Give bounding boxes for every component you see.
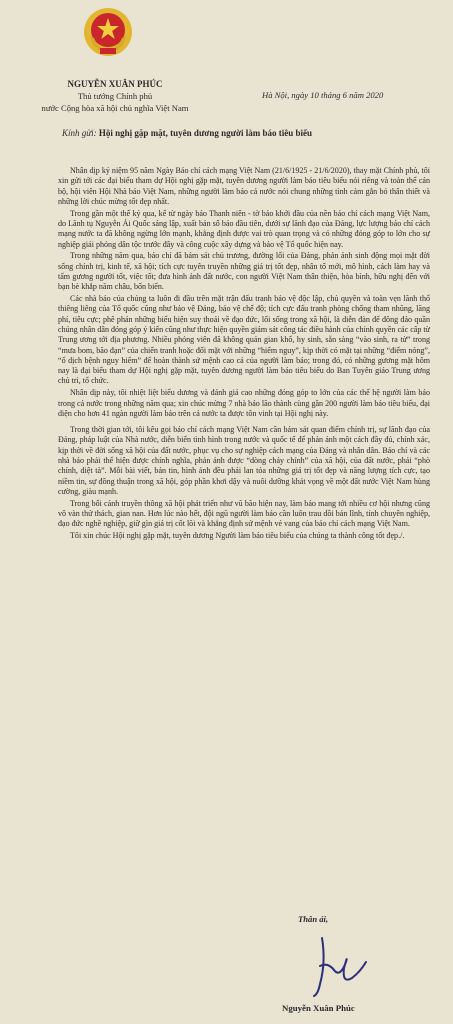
national-emblem-icon	[82, 6, 134, 58]
salutation-label: Kính gửi:	[62, 128, 97, 138]
sender-name: NGUYỄN XUÂN PHÚC	[67, 79, 163, 89]
sender-country: nước Cộng hòa xã hội chủ nghĩa Việt Nam	[41, 103, 189, 113]
body-paragraph: Nhân dịp kỷ niệm 95 năm Ngày Báo chí cách mạng Việt Nam (21/6/1925 - 21/6/2020), thay mặt Chính phủ, tôi xin gửi tới các đại biểu tham dự Hội nghị gặp mặt, tuyên dương người làm báo tiêu biểu nói riêng và toàn thể cán bộ, hội viên Hội Nhà báo Việt Nam, những người làm báo cả nước nói chung những tình cảm gắn bó thân thiết và những lời chúc mừng tốt đẹp nhất.	[58, 166, 430, 206]
letter-body	[58, 166, 430, 543]
body-paragraph: Trong bối cảnh truyền thông xã hội phát triển như vũ bão hiện nay, làm báo mang tới nhiều cơ hội nhưng cũng vô vàn thử thách, gian nan. Hơn lúc nào hết, đội ngũ người làm báo cần luôn trau dồi bản lĩnh, tính chuyên nghiệp, đạo đức nghề nghiệp, giữ gìn giá trị cốt lõi và khẳng định sứ mệnh vẻ vang của báo chí cách mạng Việt Nam.	[58, 498, 430, 529]
body-paragraph: Trong những năm qua, báo chí đã bám sát chủ trương, đường lối của Đảng, phản ánh sinh động mọi mặt đời sống chính trị, kinh tế, xã hội; tích cực tuyên truyền những giá trị tốt đẹp, nhân tố mới, mô hình, cách làm hay và tấm gương người tốt, việc tốt; đưa hình ảnh đất nước, con người Việt Nam thân thiện, hòa bình, hữu nghị đến với bạn bè khắp năm châu, bốn biển.	[58, 251, 430, 292]
signer-name: Nguyễn Xuân Phúc	[282, 1003, 355, 1013]
date-line: Hà Nội, ngày 10 tháng 6 năm 2020	[262, 90, 384, 100]
body-paragraph: Tôi xin chúc Hội nghị gặp mặt, tuyên dương Người làm báo tiêu biểu của chúng ta thành công tốt đẹp./.	[70, 531, 405, 541]
salutation-recipient: Hội nghị gặp mặt, tuyên dương người làm báo tiêu biểu	[98, 128, 312, 138]
sender-block	[40, 78, 190, 114]
body-paragraph: Trong gần một thế kỷ qua, kể từ ngày báo Thanh niên - tờ báo khởi đầu của nền báo chí cách mạng Việt Nam, do Lãnh tụ Nguyễn Ái Quốc sáng lập, xuất bản số báo đầu tiên, dưới sự lãnh đạo của Đảng, lực lượng báo chí cách mạng nước ta đã không ngừng lớn mạnh, khẳng định được vai trò quan trọng và có những đóng góp to lớn cho sự nghiệp giải phóng dân tộc trước đây và công cuộc xây dựng và bảo vệ Tổ quốc hiện nay.	[58, 208, 430, 249]
sender-title: Thủ tướng Chính phủ	[77, 91, 153, 101]
salutation	[62, 128, 312, 138]
body-paragraph: Trong thời gian tới, tôi kêu gọi báo chí cách mạng Việt Nam cần bám sát quan điểm chính trị, sự lãnh đạo của Đảng, pháp luật của Nhà nước, diễn biến tình hình trong nước và quốc tế để phản ánh một cách đầy đủ, chính xác, kịp thời về đời sống xã hội của đất nước, phục vụ cho sự nghiệp cách mạng của Đảng và nhân dân. Báo chí và các nhà báo phải thể hiện được chính nghĩa, phản ánh được “dòng chảy chính” của xã hội, của đất nước, phải “phò chính, diệt tà”. Mỗi bài viết, bản tin, hình ảnh đều phải lan tỏa những giá trị tốt đẹp và năng lượng tích cực, tạo niềm tin, sự đồng thuận trong xã hội, góp phần khơi dậy và nuôi dưỡng khát vọng về một đất nước Việt Nam hùng cường, giàu mạnh.	[58, 425, 430, 496]
body-paragraph: Nhân dịp này, tôi nhiệt liệt biểu dương và đánh giá cao những đóng góp to lớn của các thế hệ người làm báo trong cả nước trong những năm qua; xin chúc mừng 7 nhà báo lão thành cùng gần 200 người làm báo tiêu biểu, đại diện cho hơn 41 ngàn người làm báo trên cả nước ta được tôn vinh tại Hội nghị này.	[58, 388, 430, 418]
signature	[300, 932, 380, 1002]
body-paragraph: Các nhà báo của chúng ta luôn đi đầu trên mặt trận đấu tranh bảo vệ độc lập, chủ quyền và toàn vẹn lãnh thổ thiêng liêng của Tổ quốc cũng như bảo vệ Đảng, bảo vệ chế độ; tích cực đấu tranh phòng chống tham nhũng, lãng phí, tiêu cực; phê phán những biểu hiện suy thoái về đạo đức, lối sống trong xã hội, là diễn đàn để đông đảo quần chúng nhân dân đóng góp ý kiến cũng như thực hiện quyền giám sát công tác điều hành của chính quyền các cấp từ Trung ương tới địa phương. Nhiều phóng viên đã không quản gian khổ, hy sinh, sẵn sàng “vào sinh, ra tử” trong “mưa bom, bão đạn” của chiến tranh hoặc đối mặt với những “hiểm nguy”, kịp thời có mặt tại những “điểm nóng”, “ổ dịch bệnh nguy hiểm” để hoàn thành sứ mệnh cao cả của người làm báo; trong đó, có những gương mặt hôm nay là đại biểu tham dự Hội nghị gặp mặt, tuyên dương người làm báo tiêu biểu do Ban Tuyên giáo Trung ương chủ trì, tổ chức.	[58, 294, 430, 386]
closing-text: Thân ái,	[298, 914, 329, 924]
